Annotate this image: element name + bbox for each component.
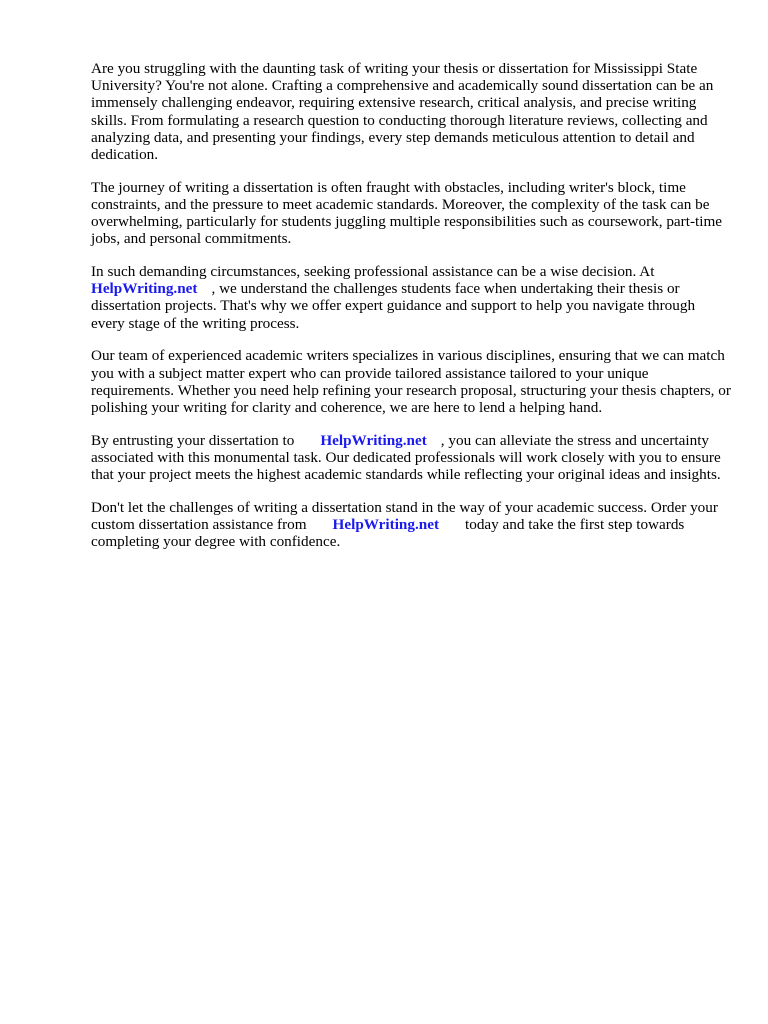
paragraph-closing — [91, 499, 731, 551]
paragraph-obstacles: The journey of writing a dissertation is often fraught with obstacles, including writer's block, time constraints, and the pressure to meet academic standards. Moreover, the complexity of the task can be overwhelming, particularly for students juggling multiple responsibilities such as coursework, part-time jobs, and personal commitments. — [91, 178, 722, 248]
helpwriting-link[interactable]: HelpWriting.net — [332, 515, 440, 533]
helpwriting-link[interactable]: HelpWriting.net — [320, 431, 427, 449]
paragraph-entrusting-text-end: , you can alleviate the stress and uncertainty associated with this monumental task. Our dedicated professionals will work closely with you to ensure that your project meets the highest academic standards while reflecting your original ideas and insights. — [91, 431, 721, 484]
paragraph-assistance — [91, 263, 731, 332]
paragraph-entrusting — [91, 432, 731, 484]
document-body — [91, 60, 731, 566]
paragraph-assistance-text-start: In such demanding circumstances, seeking professional assistance can be a wise decision. At — [91, 263, 655, 281]
paragraph-team: Our team of experienced academic writers specializes in various disciplines, ensuring that we can match you with a subject matter expert who can provide tailored assistance tailored to your unique requirements. Whether you need help refining your research proposal, structuring your thesis chapters, or polishing your writing for clarity and coherence, we are here to lend a helping hand. — [91, 347, 731, 416]
paragraph-intro: Are you struggling with the daunting task of writing your thesis or dissertation for Mississippi State University? You're not alone. Crafting a comprehensive and academically sound dissertation can be an immensely challenging endeavor, requiring extensive research, critical analysis, and precise writing skills. From formulating a research question to conducting thorough literature reviews, collecting and analyzing data, and presenting your findings, every step demands meticulous attention to detail and dedication. — [91, 60, 714, 164]
helpwriting-link[interactable]: HelpWriting.net — [91, 280, 198, 298]
paragraph-closing-text-end: today and take the first step towards completing your degree with confidence. — [91, 515, 685, 551]
paragraph-assistance-text-end: , we understand the challenges students face when undertaking their thesis or dissertation projects. That's why we offer expert guidance and support to help you navigate through every stage of the writing process. — [91, 280, 696, 332]
paragraph-closing-text-start: Don't let the challenges of writing a dissertation stand in the way of your academic success. Order your custom dissertation assistance from — [91, 498, 718, 533]
paragraph-entrusting-text-start: By entrusting your dissertation to — [91, 431, 295, 449]
